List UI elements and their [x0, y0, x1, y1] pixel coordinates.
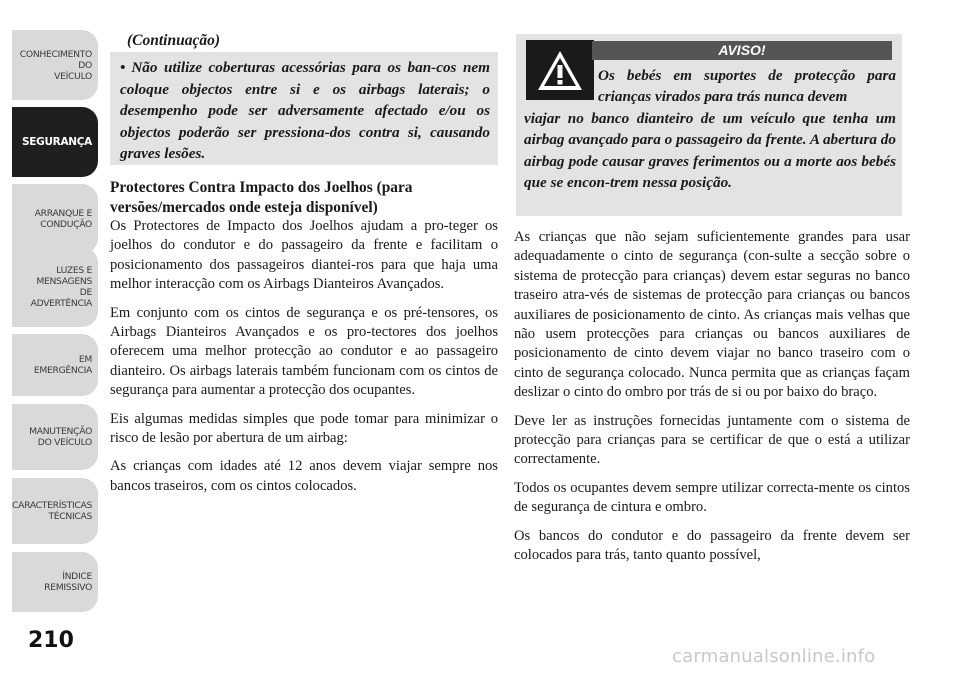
paragraph: As crianças com idades até 12 anos devem viajar sempre nos bancos traseiros, com os cintos colocados. [110, 458, 498, 494]
paragraph: Os Protectores de Impacto dos Joelhos ajudam a pro-teger os joelhos do condutor e do passageiro da frente e facilitam o posicionamento dos passageiros diantei-ros para que haja uma melhor interacção com os Airbags Dianteiros Avançados. [110, 218, 498, 293]
section-heading: Protectores Contra Impacto dos Joelhos (para versões/mercados onde esteja disponível) [110, 179, 413, 216]
bullet-text: Não utilize coberturas acessórias para os ban-cos nem coloque objectos entre si e os airbags laterais; o desempenho pode ser adversamente afectado e/ou os objectos poderão ser pressiona-dos contra si, causando graves lesões. [120, 59, 490, 162]
continuation-heading: (Continuação) [127, 32, 221, 49]
left-column [110, 178, 498, 505]
sidebar-tab-caracteristicas[interactable] [12, 478, 98, 544]
sidebar-tab-label: CONHECIMENTO DO VEÍCULO [19, 48, 92, 82]
sidebar-tab-luzes[interactable] [12, 247, 98, 327]
right-column [514, 228, 910, 566]
paragraph: As crianças que não sejam suficientemente grandes para usar adequadamente o cinto de segurança (con-sulte a secção sobre o sistema de protecção para crianças) devem estar seguras no banco traseiro atra-vés de sistemas de protecção para crianças ou bancos auxiliares de posicionamento de cinto. As crianças mais velhas que não usem protecções para crianças ou bancos auxiliares de posicionamento de cinto devem viajar no banco traseiro com o cinto de segurança colocado. Nunca permita que as crianças façam deslizar o cinto do ombro por trás de si ou por baixo do braço. [514, 229, 910, 401]
paragraph: Todos os ocupantes devem sempre utilizar correcta-mente os cintos de segurança de cintura e ombro. [514, 479, 910, 516]
sidebar-tab-seguranca[interactable] [12, 107, 98, 177]
sidebar-tab-label: LUZES E MENSAGENS DE ADVERTÊNCIA [30, 265, 92, 309]
paragraph: Deve ler as instruções fornecidas juntamente com o sistema de protecção para crianças para se certificar de que o está a utilizar correctamente. [514, 412, 910, 468]
page-number: 210 [28, 628, 74, 653]
warning-text-indented: Os bebés em suportes de protecção para crianças virados para trás nunca devem [598, 67, 896, 106]
sidebar-tab-label: ARRANQUE E CONDUÇÃO [34, 208, 92, 230]
sidebar-tab-label: CARACTERÍSTICAS TÉCNICAS [12, 500, 92, 522]
warning-box [516, 34, 902, 216]
sidebar-tab-conhecimento[interactable] [12, 30, 98, 100]
warning-text-rest: viajar no banco dianteiro de um veículo que tenha um airbag avançado para o passageiro da frente. A abertura do airbag pode causar graves ferimentos ou a morte aos bebés que se encon-trem nessa posição. [524, 109, 896, 192]
sidebar-tab-arranque[interactable] [12, 184, 98, 254]
watermark: carmanualsonline.info [672, 646, 876, 667]
bullet-box [110, 52, 498, 165]
sidebar-tab-indice[interactable] [12, 552, 98, 612]
sidebar-tab-label: MANUTENÇÃO DO VEÍCULO [29, 426, 92, 448]
paragraph: Em conjunto com os cintos de segurança e os pré-tensores, os Airbags Dianteiros Avançados e os pro-tectores dos joelhos oferecem uma melhor protecção ao condutor e ao passageiro dianteiro. Os airbags laterais também funcionam com os cintos de segurança para aumentar a protecção dos ocupantes. [110, 304, 498, 399]
bullet-marker: • [120, 59, 126, 76]
paragraph: Eis algumas medidas simples que pode tomar para minimizar o risco de lesão por abertura de um airbag: [110, 410, 498, 447]
sidebar-tab-label: ÍNDICE REMISSIVO [44, 571, 92, 593]
sidebar-tab-emergencia[interactable] [12, 334, 98, 396]
warning-header: AVISO! [592, 41, 892, 60]
sidebar-tab-manutencao[interactable] [12, 404, 98, 470]
warning-text [524, 65, 896, 193]
sidebar-tab-label: EM EMERGÊNCIA [33, 354, 92, 376]
paragraph: Os bancos do condutor e do passageiro da frente devem ser colocados para trás, tanto quanto possível, [514, 527, 910, 564]
sidebar-tab-label: SEGURANÇA [21, 135, 92, 148]
